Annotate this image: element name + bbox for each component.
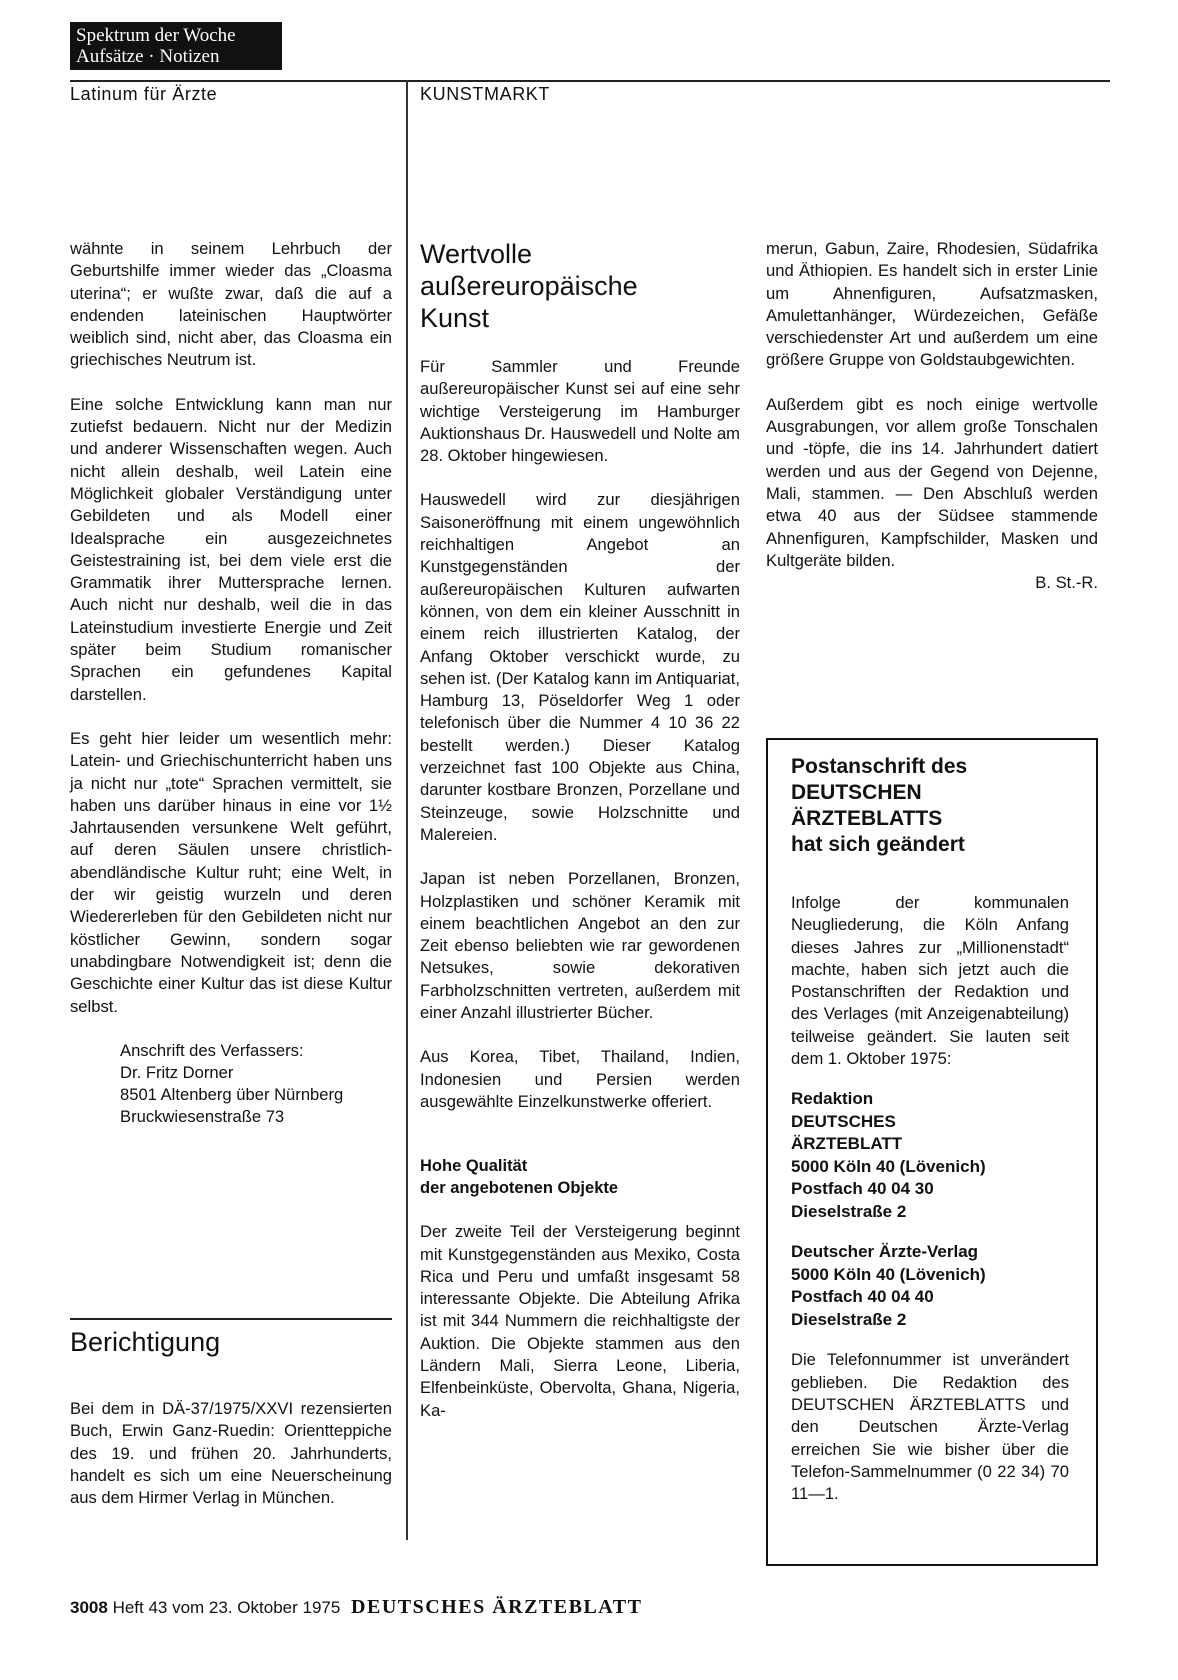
- article-subheading: [420, 1155, 740, 1199]
- box-title-line: ÄRZTEBLATTS: [791, 807, 943, 830]
- paragraph: Hauswedell wird zur diesjährigen Saisoneröffnung mit einem ungewöhnlich reichhaltigen Angebot an Kunstgegenständen der außereuropäischen Kulturen aufwarten können, von dem ein kleiner Ausschnitt in einem reich illustrierten Katalog, der Anfang Oktober verschickt wurde, zu sehen ist. (Der Katalog kann im Antiquariat, Hamburg 13, Pöseldorfer Weg 1 oder telefonisch über die Nummer 4 10 36 22 bestellt werden.) Dieser Katalog verzeichnet fast 100 Objekte aus China, darunter kostbare Bronzen, Porzellane und Steinzeuge, sowie Holzschnitte und Malereien.: [420, 490, 740, 844]
- address-line: 8501 Altenberg über Nürnberg: [120, 1084, 344, 1104]
- address-line: Anschrift des Verfassers:: [120, 1040, 304, 1060]
- address-line: Redaktion: [791, 1089, 874, 1109]
- author-address: [70, 1040, 392, 1128]
- section-title-right: KUNSTMARKT: [420, 84, 551, 104]
- publisher-address: [791, 1241, 1069, 1331]
- box-title-line: hat sich geändert: [791, 833, 965, 856]
- berichtigung-heading: Berichtigung: [70, 1327, 221, 1357]
- address-line: Postfach 40 04 30: [791, 1179, 934, 1199]
- address-line: ÄRZTEBLATT: [791, 1134, 903, 1154]
- page-footer: [70, 1596, 642, 1619]
- page-number: 3008: [70, 1598, 108, 1617]
- paragraph: Eine solche Entwicklung kann man nur zutiefst bedauern. Nicht nur der Medizin und anderer Wissenschaften wegen. Auch nicht allein deshalb, weil Latein eine Möglichkeit globaler Verständigung unter Gebildeten und als Modell einer Idealsprache ein ausgezeichnetes Geistestraining ist, bei dem viele erst die Grammatik ihrer Muttersprache lernen. Auch nicht nur deshalb, weil die in das Lateinstudium investierte Energie und Zeit später beim Studium romanischer Sprachen ein gefundenes Kapital darstellen.: [70, 394, 392, 704]
- paragraph: Die Telefonnummer ist unverändert geblieben. Die Redaktion des DEUTSCHEN ÄRZTEBLATTS und den Deutschen Ärzte-Verlag erreichen Sie wie bisher über die Telefon-Sammelnummer (0 22 34) 70 11—1.: [791, 1350, 1069, 1504]
- magazine-name: DEUTSCHES ÄRZTEBLATT: [351, 1596, 643, 1618]
- paragraph: Bei dem in DÄ-37/1975/XXVI rezensierten Buch, Erwin Ganz-Ruedin: Orientteppiche des 19. und frühen 20. Jahrhunderts, handelt es sich um eine Neuerscheinung aus dem Hirmer Verlag in München.: [70, 1399, 392, 1508]
- berichtigung-section: [70, 1326, 392, 1531]
- address-line: DEUTSCHES: [791, 1111, 896, 1131]
- paragraph: Für Sammler und Freunde außereuropäischer Kunst sei auf eine sehr wichtige Versteigerung im Hamburger Auktionshaus Dr. Hauswedell und Nolte am 28. Oktober hingewiesen.: [420, 357, 740, 466]
- address-line: Dr. Fritz Dorner: [120, 1062, 234, 1082]
- article-heading: Wertvolle außereuropäische Kunst: [420, 239, 638, 333]
- address-line: Postfach 40 04 40: [791, 1287, 934, 1307]
- paragraph: wähnte in seinem Lehrbuch der Geburtshilfe immer wieder das „Cloasma uterina“; er wußte zwar, daß die auf a endenden lateinischen Hauptwörter weiblich sind, nicht aber, das Cloasma ein griechisches Neutrum ist.: [70, 239, 392, 370]
- paragraph: Der zweite Teil der Versteigerung beginnt mit Kunstgegenständen aus Mexiko, Costa Rica und Peru und umfaßt insgesamt 58 interessante Objekte. Die Abteilung Afrika ist mit 344 Nummern die reichhaltigste der Auktion. Die Objekte stammen aus den Ländern Mali, Sierra Leone, Liberia, Elfenbeinküste, Obervolta, Ghana, Nigeria, Ka-: [420, 1222, 740, 1420]
- editorial-address: [791, 1088, 1069, 1223]
- paragraph: Infolge der kommunalen Neugliederung, die Köln Anfang dieses Jahres zur „Millionenstadt“ machte, haben sich jetzt auch die Postanschriften der Redaktion und des Verlages (mit Anzeigenabteilung) teilweise geändert. Sie lauten seit dem 1. Oktober 1975:: [791, 893, 1069, 1069]
- address-change-box: [766, 738, 1098, 1566]
- section-title-left: Latinum für Ärzte: [70, 84, 218, 104]
- box-title: [791, 754, 1069, 858]
- address-line: 5000 Köln 40 (Lövenich): [791, 1264, 986, 1284]
- box-title-line: Postanschrift des: [791, 755, 968, 778]
- box-title-line: DEUTSCHEN: [791, 781, 922, 804]
- address-line: Bruckwiesenstraße 73: [120, 1106, 285, 1126]
- column-3: [766, 238, 1098, 594]
- top-rule: [70, 80, 1110, 82]
- subheading-line: Hohe Qualität: [420, 1157, 528, 1176]
- address-line: Deutscher Ärzte-Verlag: [791, 1242, 979, 1262]
- address-line: Dieselstraße 2: [791, 1201, 907, 1221]
- issue-info: Heft 43 vom 23. Oktober 1975: [112, 1598, 341, 1617]
- subheading-line: der angebotenen Objekte: [420, 1179, 619, 1198]
- column-1: [70, 238, 392, 1128]
- address-line: Dieselstraße 2: [791, 1309, 907, 1329]
- paragraph: Aus Korea, Tibet, Thailand, Indien, Indonesien und Persien werden ausgewählte Einzelkunstwerke offeriert.: [420, 1047, 740, 1111]
- author-signature: B. St.-R.: [1035, 573, 1098, 593]
- paragraph: merun, Gabun, Zaire, Rhodesien, Südafrika und Äthiopien. Es handelt sich in erster Linie um Ahnenfiguren, Aufsatzmasken, Amulettanhänger, Würdezeichen, Gefäße verschiedenster Art und außerdem um eine größere Gruppe von Goldstaubgewichten.: [766, 239, 1098, 370]
- column-divider: [406, 80, 408, 1540]
- section-kicker: [70, 22, 282, 70]
- paragraph: Es geht hier leider um wesentlich mehr: Latein- und Griechischunterricht haben uns ja nicht nur „tote“ Sprachen vermittelt, sie haben uns darüber hinaus in eine vor 1½ Jahrtausenden versunkene Welt geführt, auf deren Säulen unsere christlich-abendländische Kultur ruht; eine Welt, in der wir geistig wurzeln und deren Wiedererleben für den Gebildeten nicht nur köstlicher Gewinn, sondern sogar unabdingbare Notwendigkeit ist; denn die Geschichte einer Kultur das ist diese Kultur selbst.: [70, 728, 392, 1016]
- kicker-line-2: Aufsätze · Notizen: [76, 46, 220, 67]
- address-line: 5000 Köln 40 (Lövenich): [791, 1156, 986, 1176]
- column-2: [420, 238, 740, 1444]
- berichtigung-rule: [70, 1318, 392, 1320]
- kicker-line-1: Spektrum der Woche: [76, 25, 236, 46]
- paragraph: Japan ist neben Porzellanen, Bronzen, Holzplastiken und schöner Keramik mit einem beachtlichen Angebot an den zur Zeit ebenso beliebten wie rar gewordenen Netsukes, sowie dekorativen Farbholzschnitten vertreten, außerdem mit einer Anzahl illustrierter Bücher.: [420, 869, 740, 1023]
- paragraph: Außerdem gibt es noch einige wertvolle Ausgrabungen, vor allem große Tonschalen und -töpfe, die ins 14. Jahrhundert datiert werden und aus der Gegend von Dejenne, Mali, stammen. — Den Abschluß werden etwa 40 aus der Südsee stammende Ahnenfiguren, Kampfschilder, Masken und Kultgeräte bilden.: [766, 394, 1098, 570]
